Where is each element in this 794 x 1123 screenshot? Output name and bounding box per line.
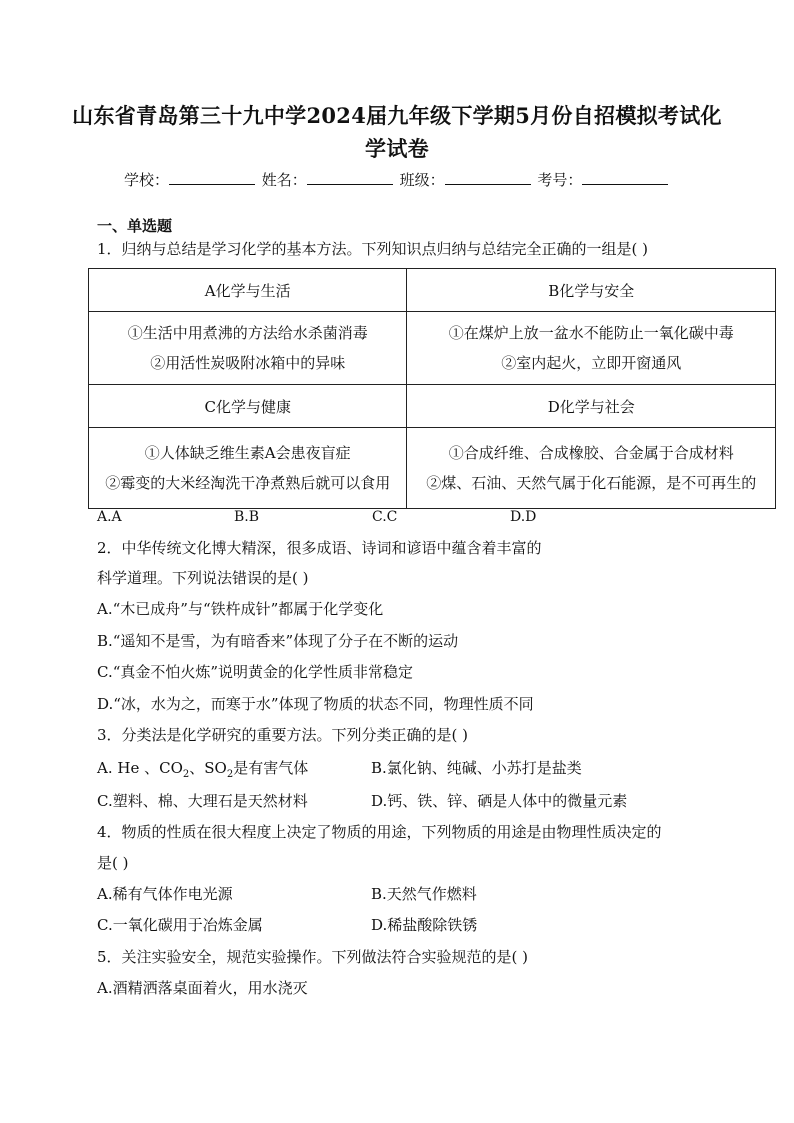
q2-option-d[interactable]: D.“冰，水为之，而寒于水”体现了物质的状态不同，物理性质不同 — [97, 695, 534, 713]
exam-title-line1: 山东省青岛第三十九中学2024届九年级下学期5月份自招模拟考试化 — [72, 103, 722, 128]
q4-option-c[interactable]: C.一氧化碳用于冶炼金属 — [97, 916, 263, 934]
q1-option-c[interactable]: C.C — [372, 509, 398, 525]
q4-option-b[interactable]: B.天然气作燃料 — [371, 885, 477, 903]
q2-stem-line1: 2．中华传统文化博大精深，很多成语、诗词和谚语中蕴含着丰富的 — [97, 539, 542, 557]
q3-a-sub1: 2 — [182, 769, 190, 780]
q1-c1: ①人体缺乏维生素A会患夜盲症 — [144, 444, 351, 462]
q3-stem: 3．分类法是化学研究的重要方法。下列分类正确的是( ) — [97, 726, 469, 744]
q1-cell-b — [407, 312, 776, 385]
q3-option-c[interactable]: C.塑料、棉、大理石是天然材料 — [97, 792, 308, 810]
q3-a-pre: A. He 、CO — [97, 759, 183, 777]
q5-stem: 5．关注实验安全，规范实验操作。下列做法符合实验规范的是( ) — [97, 948, 529, 966]
q2-option-c[interactable]: C.“真金不怕火炼”说明黄金的化学性质非常稳定 — [97, 663, 414, 681]
q1-b1: ①在煤炉上放一盆水不能防止一氧化碳中毒 — [448, 324, 734, 342]
q2-option-a[interactable]: A.“木已成舟”与“铁杵成针”都属于化学变化 — [97, 600, 384, 618]
q1-cell-c — [89, 428, 407, 509]
q1-table — [88, 268, 776, 509]
class-blank[interactable] — [445, 169, 531, 185]
q1-d1: ①合成纤维、合成橡胶、合金属于合成材料 — [448, 444, 734, 462]
q3-a-mid: 、SO — [189, 759, 227, 777]
school-label: 学校： — [124, 171, 170, 189]
q4-option-d[interactable]: D.稀盐酸除铁锈 — [371, 916, 478, 934]
q1-option-d[interactable]: D.D — [510, 509, 537, 525]
q3-option-d[interactable]: D.钙、铁、锌、硒是人体中的微量元素 — [371, 792, 628, 810]
q4-option-a[interactable]: A.稀有气体作电光源 — [97, 885, 233, 903]
q5-option-a[interactable]: A.酒精洒落桌面着火，用水浇灭 — [97, 979, 308, 997]
q4-stem-line1: 4．物质的性质在很大程度上决定了物质的用途，下列物质的用途是由物理性质决定的 — [97, 823, 662, 841]
q1-option-b[interactable]: B.B — [234, 509, 260, 525]
q1-stem: 1．归纳与总结是学习化学的基本方法。下列知识点归纳与总结完全正确的一组是( ) — [97, 240, 649, 258]
section-title: 一、单选题 — [97, 217, 173, 235]
q3-option-a[interactable] — [97, 757, 308, 786]
q3-a-post: 是有害气体 — [233, 759, 309, 777]
exam-number-label: 考号： — [537, 171, 583, 189]
q1-b2: ②室内起火，立即开窗通风 — [501, 354, 682, 372]
q1-c2: ②霉变的大米经淘洗干净煮熟后就可以食用 — [105, 474, 391, 492]
q1-d2: ②煤、石油、天然气属于化石能源，是不可再生的 — [426, 474, 757, 492]
exam-number-blank[interactable] — [582, 169, 668, 185]
q1-option-a[interactable]: A.A — [97, 509, 122, 525]
q4-stem-line2: 是( ) — [97, 854, 129, 872]
name-label: 姓名： — [261, 171, 307, 189]
exam-title-line2: 学试卷 — [365, 136, 429, 161]
q1-head-c: C化学与健康 — [89, 385, 407, 428]
q1-cell-d — [407, 428, 776, 509]
q1-head-a: A化学与生活 — [89, 269, 407, 312]
school-blank[interactable] — [169, 169, 255, 185]
q1-a2: ②用活性炭吸附冰箱中的异味 — [150, 354, 346, 372]
class-label: 班级： — [399, 171, 445, 189]
q1-head-d: D化学与社会 — [407, 385, 776, 428]
q1-head-b: B化学与安全 — [407, 269, 776, 312]
name-blank[interactable] — [307, 169, 393, 185]
q1-a1: ①生活中用煮沸的方法给水杀菌消毒 — [127, 324, 368, 342]
q3-option-b[interactable]: B.氯化钠、纯碱、小苏打是盐类 — [371, 759, 582, 777]
q1-cell-a — [89, 312, 407, 385]
q3-a-sub2: 2 — [226, 769, 234, 780]
q2-stem-line2: 科学道理。下列说法错误的是( ) — [97, 569, 309, 587]
q2-option-b[interactable]: B.“遥知不是雪，为有暗香来”体现了分子在不断的运动 — [97, 632, 459, 650]
student-info-row — [124, 169, 670, 191]
